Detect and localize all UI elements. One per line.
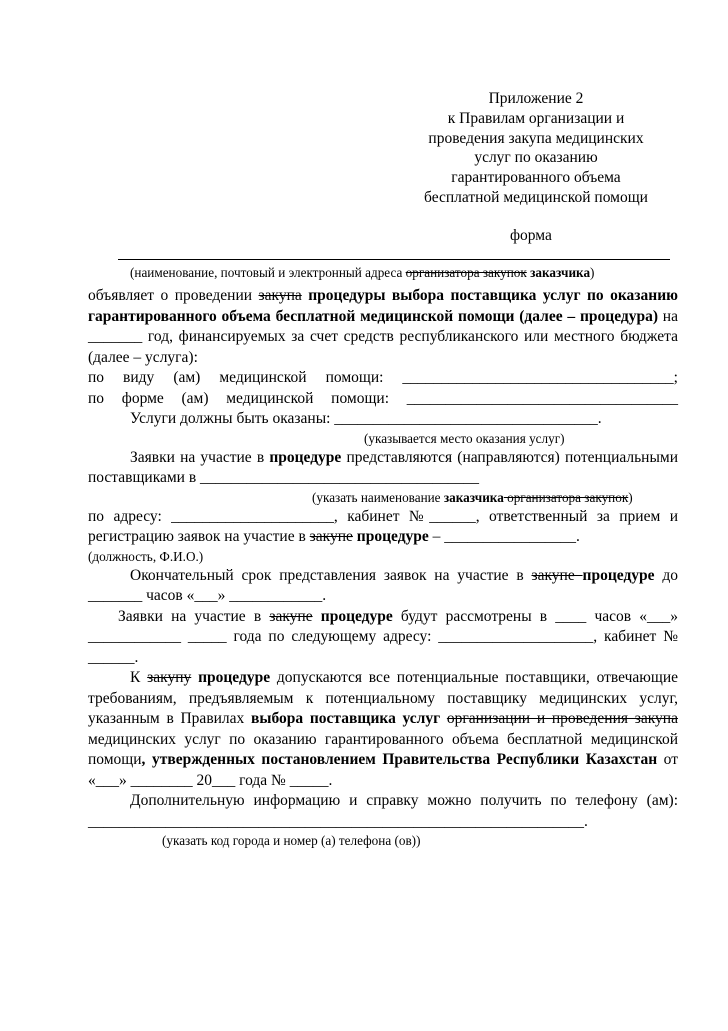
appendix-line: проведения закупа медицинских bbox=[428, 129, 644, 147]
medical-care-form-line: по форме (ам) медицинской помощи: ___________________________________ bbox=[88, 389, 678, 407]
customer-caption: (указать наименование заказчика организатора закупок) bbox=[312, 489, 633, 505]
appendix-line: к Правилам организации и bbox=[447, 109, 625, 127]
form-label: форма bbox=[510, 227, 552, 244]
appendix-line: услуг по оказанию bbox=[474, 149, 598, 167]
address-paragraph: по адресу: _____________________, кабинет №______, ответственный за прием и регистрацию заявок на участие в закупе процедуре – _________________. bbox=[88, 507, 678, 545]
position-caption: (должность, Ф.И.О.) bbox=[88, 548, 204, 564]
admission-paragraph: К закупу процедуре допускаются все потенциальные поставщики, отвечающие требованиям, предъявляемым к потенциальному поставщику медицинских услуг, указанным в Правилах выбора поставщика услуг организации и проведения закупа медицинских услуг по оказанию гарантированного объема бесплатной медицинской помощи, утвержденных постановлением Правительства Республики Казахстан от «___» ________ 20___ года № _____. bbox=[88, 669, 678, 789]
organizer-name-line bbox=[118, 259, 670, 260]
contact-info-paragraph: Дополнительную информацию и справку можно получить по телефону (ам): ________________________________________________________________. bbox=[88, 792, 678, 830]
organizer-caption: (наименование, почтовый и электронный адреса организатора закупок заказчика) bbox=[130, 265, 595, 280]
appendix-line: бесплатной медицинской помощи bbox=[424, 188, 648, 206]
announcement-paragraph: объявляет о проведении закупа процедуры выбора поставщика услуг по оказанию гарантированного объема бесплатной медицинской помощи (далее – процедура) на _______ год, финансируемых за счет средств республиканского или местного бюджета (далее – услуга): bbox=[88, 287, 678, 366]
phone-caption: (указать код города и номер (а) телефона (ов)) bbox=[162, 833, 421, 848]
applications-paragraph: Заявки на участие в процедуре представляются (направляются) потенциальными поставщиками в ____________________________________ bbox=[88, 448, 678, 486]
appendix-line: гарантированного объема bbox=[451, 169, 621, 187]
deadline-paragraph: Окончательный срок представления заявок на участие в закупе процедуре до _______ часов «___» ____________. bbox=[88, 566, 678, 604]
service-location-line: Услуги должны быть оказаны: __________________________________. bbox=[130, 410, 602, 427]
medical-care-type-line: по виду (ам) медицинской помощи: ___________________________________; bbox=[88, 369, 678, 386]
announcement-body bbox=[88, 286, 678, 850]
service-location-caption: (указывается место оказания услуг) bbox=[364, 430, 565, 446]
appendix-header bbox=[395, 89, 677, 208]
review-paragraph: Заявки на участие в закупе процедуре будут рассмотрены в ____ часов «___» ____________ _____ года по следующему адресу: ____________________, кабинет № ______. bbox=[88, 607, 678, 666]
appendix-line: Приложение 2 bbox=[488, 90, 584, 107]
